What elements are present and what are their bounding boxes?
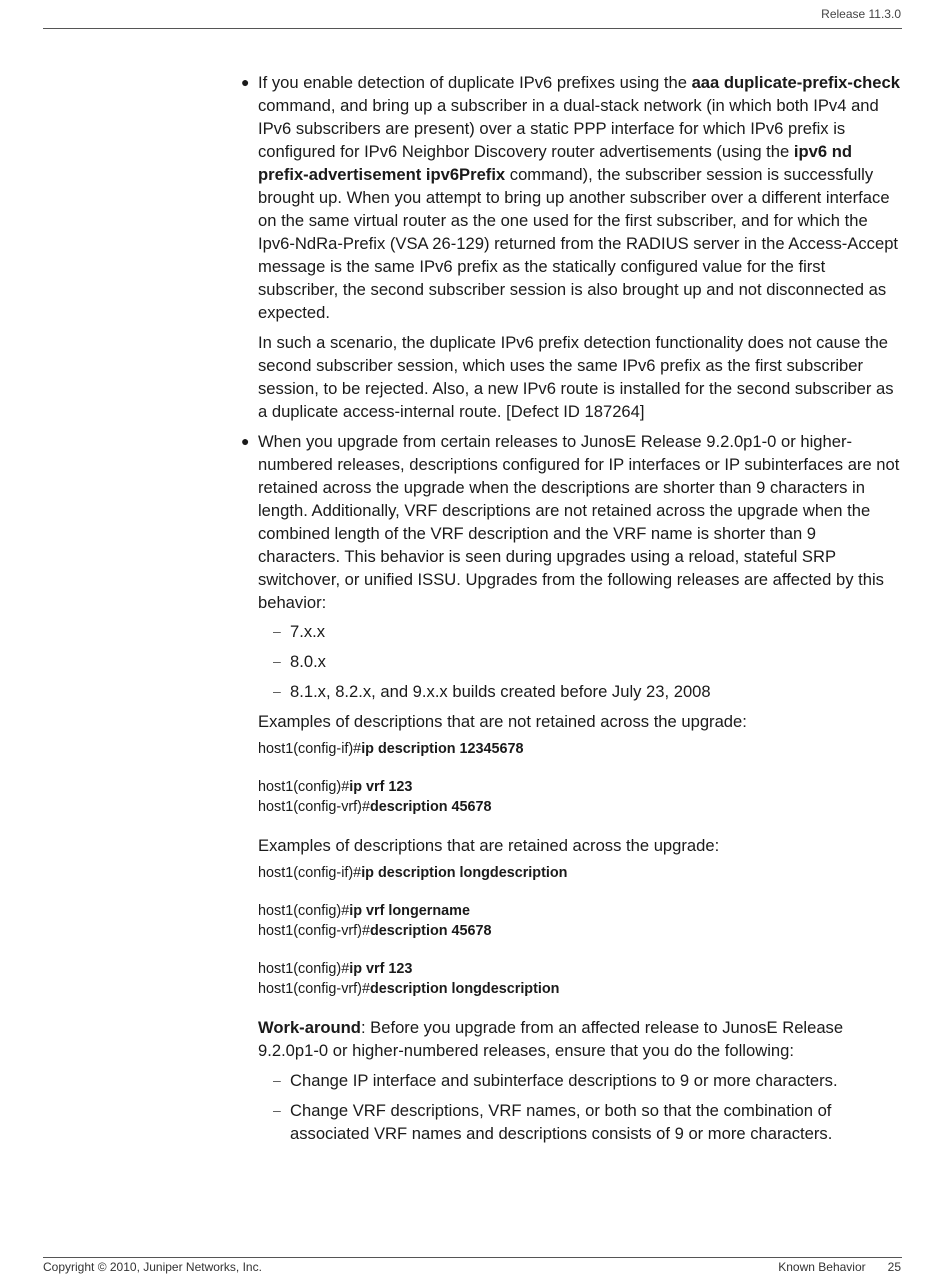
code-example-not-retained	[258, 739, 902, 817]
command-name: ipv6 nd prefix-advertisement ipv6Prefix	[258, 142, 852, 184]
command-name: aaa duplicate-prefix-check	[691, 73, 900, 92]
header-release: Release 11.3.0	[821, 7, 901, 21]
workaround-label: Work-around	[258, 1018, 361, 1037]
paragraph: In such a scenario, the duplicate IPv6 prefix detection functionality does not cause the second subscriber session, which uses the same IPv6 prefix as the first subscriber session, to be rejected. Also, a new IPv6 route is installed for the second subscriber as a duplicate access-internal route. [Defect ID 187264]	[258, 333, 894, 421]
list-item	[241, 71, 902, 423]
paragraph: If you enable detection of duplicate IPv6 prefixes using the aaa duplicate-prefix-check command, and bring up a subscriber in a dual-stack network (in which both IPv4 and IPv6 subscribers are present) over a static PPP interface for which IPv6 prefix is configured for IPv6 Neighbor Discovery router advertisements (using the ipv6 nd prefix-advertisement ipv6Prefix command), the subscriber session is successfully brought up. When you attempt to bring up another subscriber over a different interface on the same virtual router as the one used for the first subscriber, and for which the Ipv6-NdRa-Prefix (VSA 26-129) returned from the RADIUS server in the Access-Accept message is the same IPv6 prefix as the statically configured value for the first subscriber, the second subscriber session is also brought up and not disconnected as expected.	[258, 73, 900, 322]
code-line: host1(config)#ip vrf longername	[258, 903, 470, 919]
paragraph: When you upgrade from certain releases to JunosE Release 9.2.0p1-0 or higher-numbered releases, descriptions configured for IP interfaces or IP subinterfaces are not retained across the upgrade when the descriptions are shorter than 9 characters in length. Additionally, VRF descriptions are not retained across the upgrade when the combined length of the VRF description and the VRF name is shorter than 9 characters. This behavior is seen during upgrades using a reload, stateful SRP switchover, or unified ISSU. Upgrades from the following releases are affected by this behavior:	[258, 432, 900, 612]
code-line: host1(config-vrf)#description 45678	[258, 799, 492, 815]
workaround-paragraph: Work-around: Before you upgrade from an affected release to JunosE Release 9.2.0p1-0 or higher-numbered releases, ensure that you do the following:	[258, 1018, 844, 1060]
code-line: host1(config-if)#ip description longdescription	[258, 865, 568, 881]
page-number: 25	[887, 1260, 901, 1274]
dash-icon: –	[273, 1102, 281, 1118]
workaround-step: – Change IP interface and subinterface descriptions to 9 or more characters.	[273, 1071, 838, 1090]
code-line: host1(config)#ip vrf 123	[258, 779, 413, 795]
dash-icon: –	[273, 653, 281, 669]
footer-section: Known Behavior	[778, 1260, 866, 1274]
dash-icon: –	[273, 1072, 281, 1088]
release-item: – 8.1.x, 8.2.x, and 9.x.x builds created before July 23, 2008	[273, 682, 711, 701]
dash-icon: –	[273, 623, 281, 639]
release-list	[258, 620, 902, 703]
dash-icon: –	[273, 683, 281, 699]
code-line: host1(config-vrf)#description longdescription	[258, 981, 560, 997]
code-line: host1(config-if)#ip description 12345678	[258, 741, 524, 757]
release-item: – 8.0.x	[273, 652, 326, 671]
code-example-retained	[258, 863, 902, 999]
release-item: – 7.x.x	[273, 622, 326, 641]
footer-divider	[43, 1257, 902, 1258]
workaround-step: – Change VRF descriptions, VRF names, or both so that the combination of associated VRF names and descriptions consists of 9 or more characters.	[273, 1101, 833, 1143]
code-line: host1(config-vrf)#description 45678	[258, 923, 492, 939]
paragraph: Examples of descriptions that are not retained across the upgrade:	[258, 712, 747, 731]
bullet-icon: ●	[241, 433, 250, 449]
header-divider	[43, 28, 902, 29]
workaround-steps	[258, 1069, 902, 1145]
document-body	[241, 71, 902, 1152]
footer-copyright: Copyright © 2010, Juniper Networks, Inc.	[43, 1260, 262, 1274]
paragraph: Examples of descriptions that are retained across the upgrade:	[258, 836, 720, 855]
code-line: host1(config)#ip vrf 123	[258, 961, 413, 977]
footer-page-info	[778, 1260, 901, 1274]
list-item	[241, 430, 902, 1145]
bullet-icon: ●	[241, 74, 250, 90]
